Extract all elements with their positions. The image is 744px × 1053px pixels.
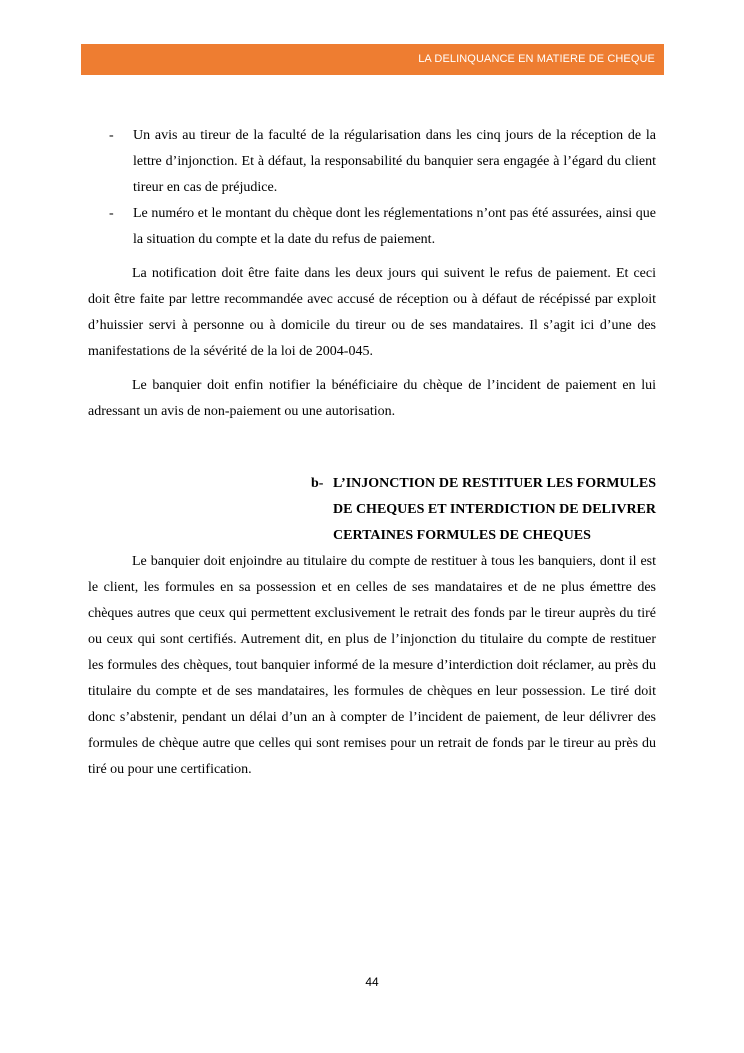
- section-heading: [311, 471, 656, 549]
- section-heading-prefix: b-: [311, 476, 324, 491]
- bullet-dash: -: [109, 206, 114, 221]
- bullet-text: Un avis au tireur de la faculté de la régularisation dans les cinq jours de la réception de la lettre d’injonction. Et à défaut, la responsabilité du banquier sera engagée à l’égard du client tireur en cas de préjudice.: [133, 128, 656, 195]
- section-heading-text: L’INJONCTION DE RESTITUER LES FORMULES DE CHEQUES ET INTERDICTION DE DELIVRER CERTAINES FORMULES DE CHEQUES: [333, 476, 656, 543]
- paragraph-beneficiary: Le banquier doit enfin notifier la bénéficiaire du chèque de l’incident de paiement en lui adressant un avis de non-paiement ou une autorisation.: [88, 378, 656, 419]
- list-item: [88, 123, 656, 201]
- page-number: 44: [365, 975, 379, 989]
- header-title: LA DELINQUANCE EN MATIERE DE CHEQUE: [418, 53, 655, 65]
- list-item: [88, 201, 656, 253]
- page-content: [88, 123, 656, 783]
- header-bar: [81, 44, 664, 75]
- bullet-text: Le numéro et le montant du chèque dont les réglementations n’ont pas été assurées, ainsi que la situation du compte et la date du refus de paiement.: [133, 206, 656, 247]
- bullet-dash: -: [109, 128, 114, 143]
- bullet-list: [88, 123, 656, 253]
- paragraph-notification: La notification doit être faite dans les deux jours qui suivent le refus de paiement. Et ceci doit être faite par lettre recommandée avec accusé de réception ou à défaut de récépissé par exploit d’huissier servi à personne ou à domicile du tireur ou de ses mandataires. Il s’agit ici d’une des manifestations de la sévérité de la loi de 2004-045.: [88, 266, 656, 359]
- paragraph-injunction: Le banquier doit enjoindre au titulaire du compte de restituer à tous les banquiers, dont il est le client, les formules en sa possession et en celles de ses mandataires et de ne plus émettre des chèques autres que ceux qui permettent exclusivement le retrait des fonds par le tireur auprès du tiré ou ceux qui sont certifiés. Autrement dit, en plus de l’injonction du titulaire du compte de restituer les formules des chèques, tout banquier informé de la mesure d’interdiction doit réclamer, au près du titulaire du compte et de ses mandataires, les formules de chèques en leur possession. Le tiré doit donc s’abstenir, pendant un délai d’un an à compter de l’incident de paiement, de leur délivrer des formules de chèque autre que celles qui sont remises pour un retrait de fonds par le tireur au près du tiré ou pour une certification.: [88, 554, 656, 777]
